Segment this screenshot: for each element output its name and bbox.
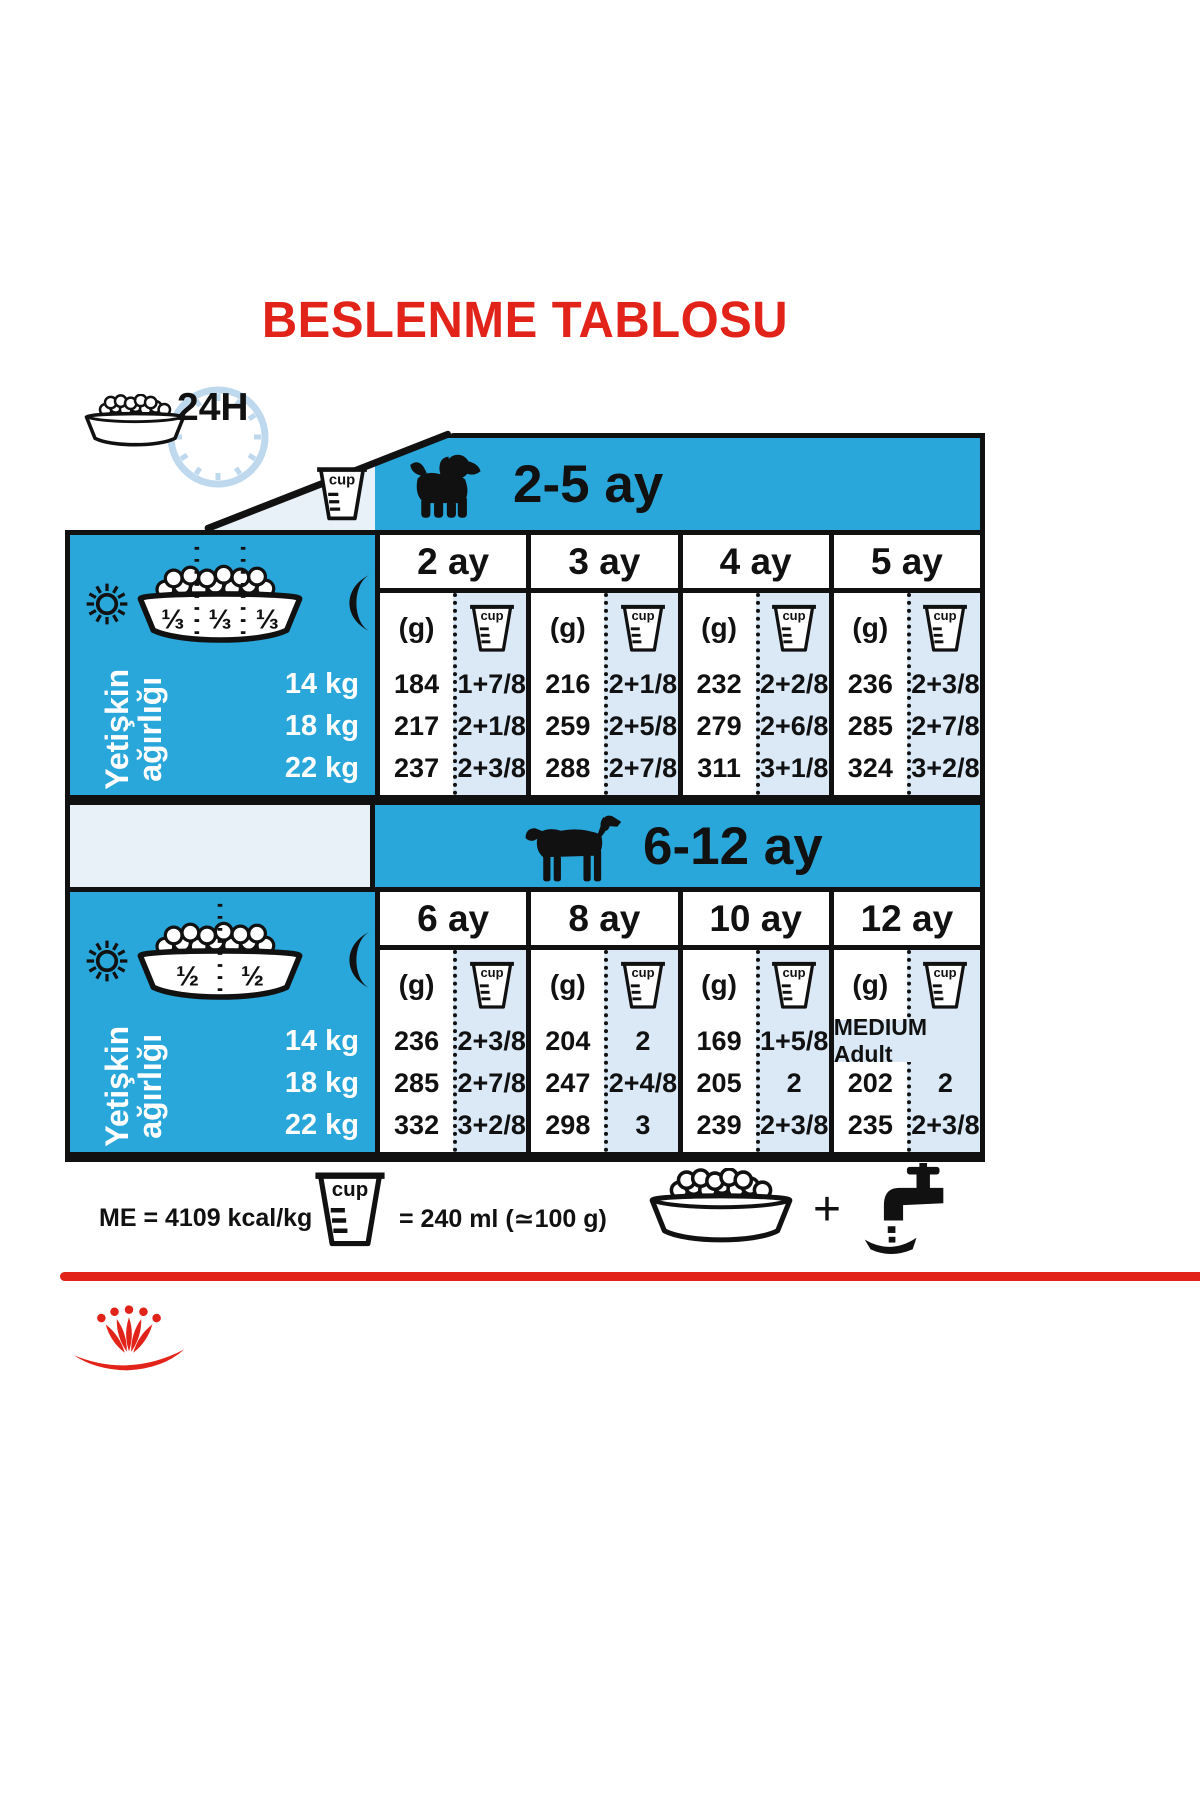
month-header: 6 ay [375, 892, 526, 950]
cup-icon [457, 950, 526, 1020]
grams-subcolumn [531, 950, 604, 1152]
grams-value: 324 [847, 752, 893, 783]
adult-weight-line1: Yetişkin [98, 1025, 135, 1147]
grams-value: 332 [394, 1109, 440, 1140]
age-range-label: 6-12 ay [643, 816, 823, 876]
month-column [375, 950, 526, 1152]
cup-value: 2+7/8 [608, 752, 678, 783]
plus-sign: + [813, 1183, 842, 1236]
bowl-thirds-icon [132, 545, 308, 665]
cup-subcolumn [756, 950, 829, 1152]
grams-value: 259 [545, 710, 591, 741]
month-column [829, 593, 980, 795]
cup-subcolumn [604, 593, 677, 795]
portion-label: ⅓ [161, 603, 185, 635]
brand-red-line [60, 1272, 1200, 1281]
grams-unit: (g) [549, 969, 586, 1000]
month-column [678, 950, 829, 1152]
portion-label: ⅓ [208, 603, 232, 635]
cup-subcolumn [907, 593, 980, 795]
cup-icon-label: cup [328, 472, 356, 489]
grams-subcolumn [531, 593, 604, 795]
puppy-icon [403, 448, 487, 520]
grams-value: 236 [847, 668, 893, 699]
month-header: 3 ay [526, 535, 677, 593]
adult-weight-line1: Yetişkin [98, 668, 135, 790]
top-header-zone [65, 378, 985, 530]
grams-value: 205 [696, 1067, 742, 1098]
age-range-label: 2-5 ay [513, 454, 664, 514]
cup-value: 2+1/8 [457, 710, 526, 741]
cup-icon-label: cup [331, 1178, 369, 1202]
cup-value: 3+2/8 [457, 1109, 526, 1140]
cup-icon [315, 1168, 385, 1255]
grams-value: 237 [394, 752, 440, 783]
cup-icon-label: cup [782, 607, 806, 623]
weight-row: 14 kg [284, 668, 359, 700]
cup-value: 2 [786, 1067, 802, 1098]
medium-adult-cell: MEDIUM Adult [834, 1020, 980, 1062]
weight-row: 14 kg [284, 1025, 359, 1057]
age-band-2-5 [375, 433, 985, 530]
cup-value: 2+1/8 [608, 668, 678, 699]
bowl-icon [81, 394, 189, 459]
month-column [678, 593, 829, 795]
grams-subcolumn [380, 593, 453, 795]
grams-value: 288 [545, 752, 591, 783]
cup-icon-label: cup [631, 607, 655, 623]
weight-rows [285, 663, 359, 789]
cup-value: 2+2/8 [760, 668, 829, 699]
month-header: 4 ay [678, 535, 829, 593]
month-column [375, 593, 526, 795]
grams-subcolumn [683, 593, 756, 795]
grams-value: 202 [847, 1067, 893, 1098]
month-column-12ay [829, 950, 980, 1152]
weight-row: 22 kg [284, 1109, 359, 1141]
cup-value: 2+7/8 [457, 1067, 526, 1098]
cup-icon [457, 593, 526, 663]
grams-unit: (g) [549, 612, 586, 643]
month-header: 5 ay [829, 535, 980, 593]
page-title: BESLENME TABLOSU [261, 291, 789, 348]
portion-label: ⅓ [255, 603, 279, 635]
cup-icon-label: cup [480, 607, 504, 623]
cup-subcolumn [453, 593, 526, 795]
adult-dog-icon [523, 809, 623, 883]
age-band-6-12 [70, 805, 980, 892]
cup-icon [608, 950, 677, 1020]
grams-value: 279 [696, 710, 742, 741]
cup-value: 2+6/8 [760, 710, 829, 741]
cup-value: 2+3/8 [457, 752, 526, 783]
table-6-12-ay [70, 892, 980, 1162]
adult-weight-line2: ağırlığı [132, 1033, 169, 1139]
cup-value: 2 [635, 1025, 651, 1056]
grams-subcolumn [683, 950, 756, 1152]
cup-subcolumn [604, 950, 677, 1152]
cup-value: 1+7/8 [457, 668, 526, 699]
cup-value: 3 [635, 1109, 651, 1140]
daily-ration-art-2 [70, 892, 375, 1020]
cup-value: 2+7/8 [911, 710, 980, 741]
grams-value: 232 [696, 668, 742, 699]
grams-value: 239 [696, 1109, 742, 1140]
grams-unit: (g) [398, 612, 435, 643]
cup-value: 1+5/8 [760, 1025, 829, 1056]
moon-icon [341, 932, 371, 993]
month-column [526, 950, 677, 1152]
grams-value: 204 [545, 1025, 591, 1056]
month-header: 8 ay [526, 892, 677, 950]
bowl-icon [645, 1168, 797, 1258]
cup-icon [608, 593, 677, 663]
month-header: 10 ay [678, 892, 829, 950]
cup-icon [760, 593, 829, 663]
sun-icon [82, 579, 132, 634]
cup-icon [317, 464, 367, 528]
cup-icon-label: cup [631, 964, 655, 980]
cup-icon-label: cup [782, 964, 806, 980]
cup-icon-label: cup [480, 964, 504, 980]
24h-label: 24H [177, 386, 249, 429]
grams-value: 285 [394, 1067, 440, 1098]
weight-row: 18 kg [284, 710, 359, 742]
cup-value: 2+3/8 [457, 1025, 526, 1056]
grams-unit: (g) [701, 969, 737, 1000]
grams-value: 311 [697, 752, 741, 783]
cup-value: 3+1/8 [760, 752, 829, 783]
grams-value: 236 [394, 1025, 440, 1056]
cup-value: 2+3/8 [760, 1109, 829, 1140]
adult-weight-label [74, 663, 194, 795]
cup-subcolumn [756, 593, 829, 795]
age-band-6-12-spacer [70, 805, 375, 887]
grams-unit: (g) [398, 969, 435, 1000]
grams-value: 184 [394, 668, 440, 699]
legend-row [65, 1162, 985, 1262]
cup-icon [911, 593, 980, 663]
month-header: 2 ay [375, 535, 526, 593]
grams-value: 216 [545, 668, 591, 699]
cup-icon-label: cup [933, 607, 957, 623]
weight-row: 22 kg [284, 752, 359, 784]
sun-icon [82, 936, 132, 991]
weight-rows [285, 1020, 359, 1146]
grams-unit: (g) [852, 612, 889, 643]
cup-subcolumn [453, 950, 526, 1152]
left-panel-2 [70, 892, 375, 1152]
weight-row: 18 kg [284, 1067, 359, 1099]
grams-value: 285 [847, 710, 893, 741]
table-2-5-ay [70, 530, 980, 805]
grams-value: 235 [847, 1109, 893, 1140]
cup-icon-label: cup [933, 964, 957, 980]
grams-subcolumn [380, 950, 453, 1152]
grams-value: 217 [394, 710, 440, 741]
cup-value: 2+3/8 [911, 1109, 980, 1140]
metabolizable-energy: ME = 4109 kcal/kg [99, 1204, 313, 1232]
cup-icon [911, 950, 980, 1020]
grams-subcolumn [834, 593, 907, 795]
moon-icon [341, 575, 371, 636]
portion-label: ½ [240, 960, 264, 992]
grams-unit: (g) [701, 612, 737, 643]
crown-logo [66, 1302, 192, 1383]
grams-value: 298 [545, 1109, 591, 1140]
cup-value: 2+4/8 [608, 1067, 678, 1098]
month-column [526, 593, 677, 795]
month-header: 12 ay [829, 892, 980, 950]
adult-weight-line2: ağırlığı [132, 676, 169, 782]
grams-value: 247 [545, 1067, 591, 1098]
cup-value: 2+5/8 [608, 710, 678, 741]
table-body [65, 530, 985, 1162]
portion-label: ½ [176, 960, 200, 992]
grams-unit: (g) [852, 969, 889, 1000]
cup-value: 3+2/8 [911, 752, 980, 783]
left-panel-1 [70, 535, 375, 795]
cup-value: 2+3/8 [911, 668, 980, 699]
bowl-halves-icon [132, 902, 308, 1022]
cup-volume-equivalence: = 240 ml (≃100 g) [399, 1205, 607, 1233]
feeding-table [65, 378, 985, 1262]
daily-ration-art-1 [70, 535, 375, 663]
water-tap-icon [859, 1162, 951, 1261]
cup-value: 2 [937, 1067, 953, 1098]
adult-weight-label [74, 1020, 194, 1152]
age-band-6-12-content [375, 805, 980, 887]
cup-icon [760, 950, 829, 1020]
grams-value: 169 [696, 1025, 742, 1056]
